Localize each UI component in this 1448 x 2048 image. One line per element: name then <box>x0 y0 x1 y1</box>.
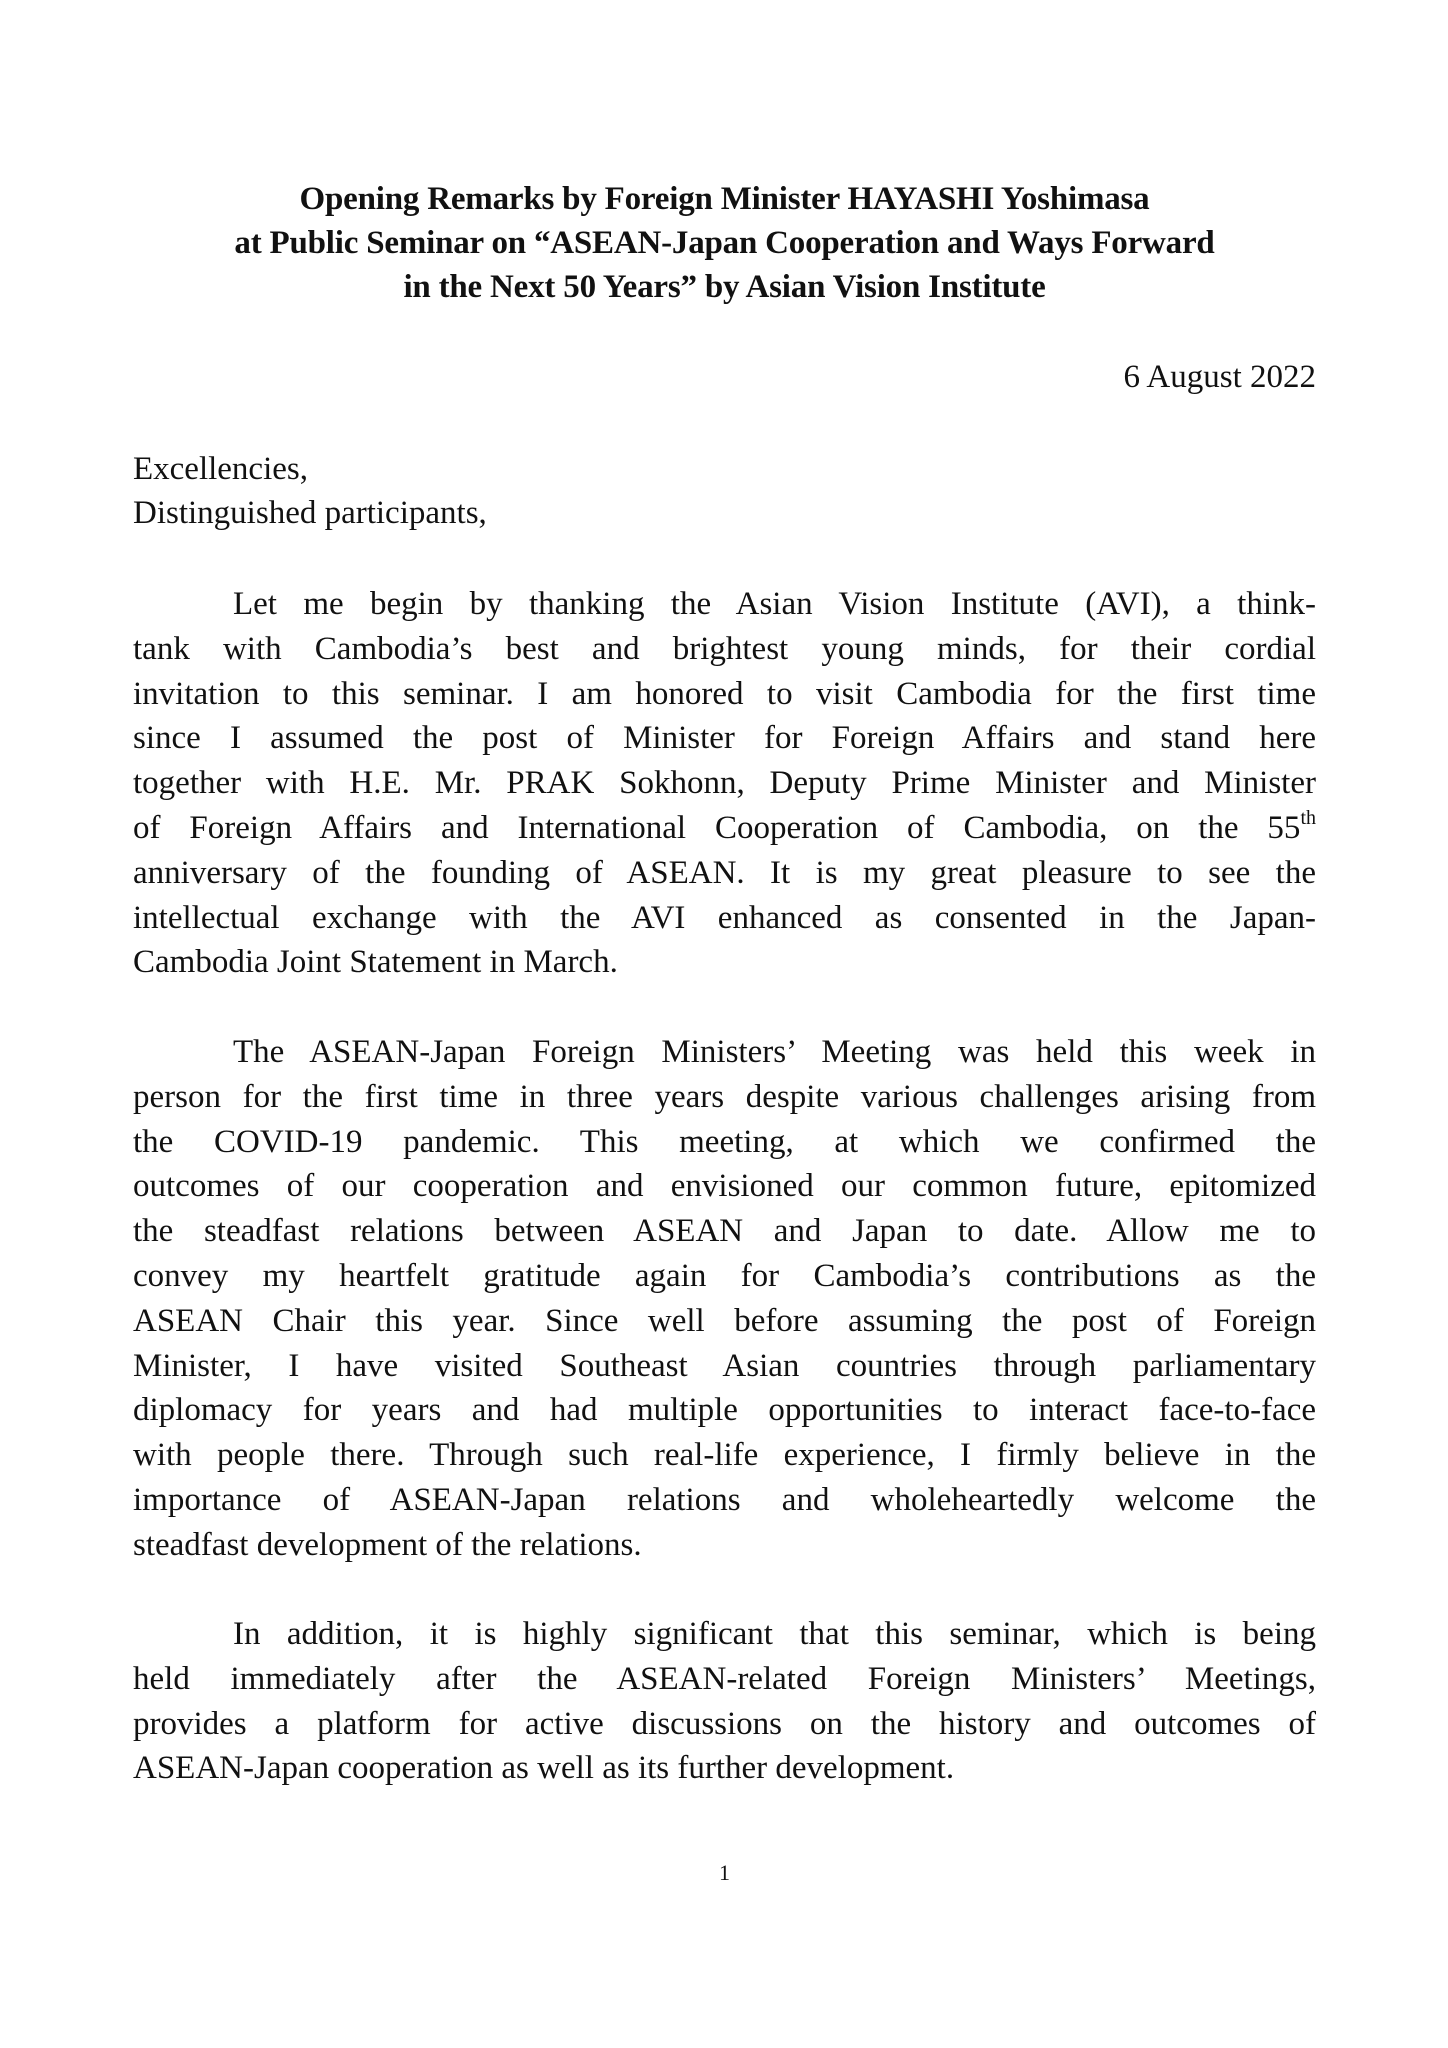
paragraph-2 <box>133 1030 1316 1568</box>
paragraph-line: convey my heartfelt gratitude again for Cambodia’s contributions as the <box>133 1257 1316 1294</box>
paragraph-line: Let me begin by thanking the Asian Vision Institute (AVI), a think- <box>233 586 1316 622</box>
paragraph-line: together with H.E. Mr. PRAK Sokhonn, Deputy Prime Minister and Minister <box>133 765 1316 802</box>
paragraph-line: provides a platform for active discussions on the history and outcomes of <box>133 1705 1316 1742</box>
page-number: 1 <box>719 1860 730 1885</box>
paragraph-line-with-superscript <box>133 806 1316 851</box>
paragraph-line: The ASEAN-Japan Foreign Ministers’ Meeting was held this week in <box>233 1034 1316 1070</box>
title-line: in the Next 50 Years” by Asian Vision Institute <box>403 269 1046 305</box>
paragraph-line: Minister, I have visited Southeast Asian countries through parliamentary <box>133 1347 1316 1384</box>
paragraph-line: the steadfast relations between ASEAN and Japan to date. Allow me to <box>133 1213 1316 1250</box>
paragraph-line: ASEAN-Japan cooperation as well as its further development. <box>133 1750 955 1787</box>
salutation <box>133 447 487 535</box>
paragraph-line: diplomacy for years and had multiple opportunities to interact face-to-face <box>133 1392 1316 1429</box>
paragraph-line: steadfast development of the relations. <box>133 1526 642 1563</box>
ordinal-superscript: th <box>1300 806 1316 829</box>
paragraph-line: with people there. Through such real-life experience, I firmly believe in the <box>133 1437 1316 1474</box>
paragraph-line: held immediately after the ASEAN-related Foreign Ministers’ Meetings, <box>133 1660 1316 1697</box>
paragraph-line: person for the first time in three years despite various challenges arising from <box>133 1078 1316 1115</box>
document-title <box>133 177 1316 309</box>
paragraph-1 <box>133 582 1316 985</box>
salutation-line: Distinguished participants, <box>133 495 487 531</box>
paragraph-line: In addition, it is highly significant that this seminar, which is being <box>233 1616 1316 1652</box>
paragraph-line: anniversary of the founding of ASEAN. It is my great pleasure to see the <box>133 854 1316 891</box>
title-line: Opening Remarks by Foreign Minister HAYASHI Yoshimasa <box>299 181 1150 217</box>
paragraph-line: the COVID-19 pandemic. This meeting, at which we confirmed the <box>133 1123 1316 1160</box>
line-text: of Foreign Affairs and International Cooperation of Cambodia, on the 55 <box>133 809 1301 846</box>
paragraph-3 <box>133 1612 1316 1791</box>
salutation-line: Excellencies, <box>133 451 308 487</box>
paragraph-line: importance of ASEAN-Japan relations and wholeheartedly welcome the <box>133 1481 1316 1518</box>
paragraph-line: outcomes of our cooperation and envisioned our common future, epitomized <box>133 1168 1316 1205</box>
paragraph-line: ASEAN Chair this year. Since well before assuming the post of Foreign <box>133 1302 1316 1339</box>
paragraph-line: tank with Cambodia’s best and brightest young minds, for their cordial <box>133 630 1316 667</box>
paragraph-line: Cambodia Joint Statement in March. <box>133 944 618 981</box>
title-line: at Public Seminar on “ASEAN-Japan Cooperation and Ways Forward <box>234 225 1215 261</box>
document-date: 6 August 2022 <box>1123 359 1316 395</box>
paragraph-line: since I assumed the post of Minister for Foreign Affairs and stand here <box>133 720 1316 757</box>
paragraph-line: intellectual exchange with the AVI enhanced as consented in the Japan- <box>133 899 1316 936</box>
paragraph-line: invitation to this seminar. I am honored to visit Cambodia for the first time <box>133 675 1316 712</box>
